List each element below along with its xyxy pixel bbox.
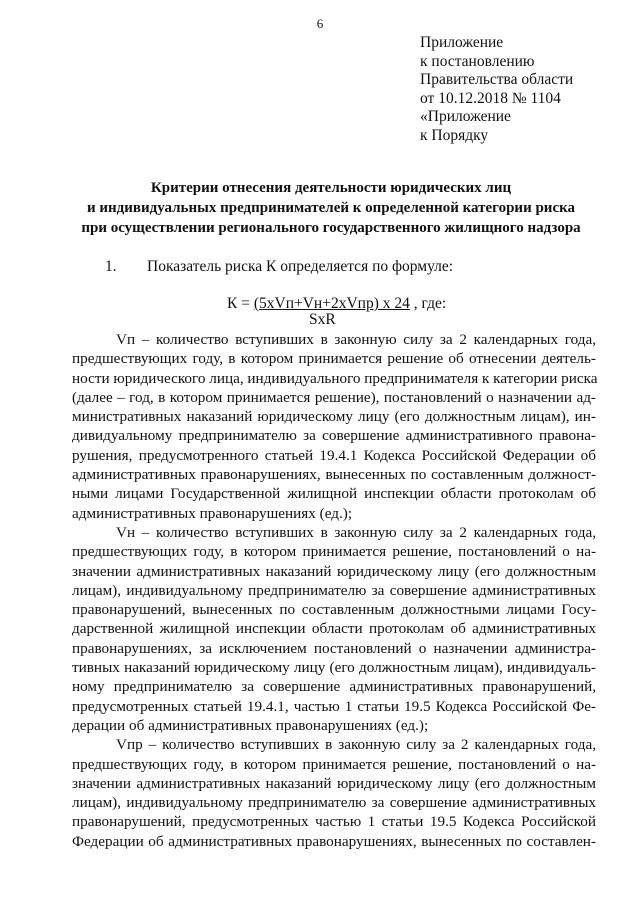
paragraph-line: административных правонарушениях (ед.); xyxy=(72,504,353,522)
paragraph-line: Федерации об административных правонарушениях, вынесенных по составлен- xyxy=(72,832,596,850)
paragraph-line: тивных наказаний юридическому лицу (его должностным лицам), индивидуаль- xyxy=(72,659,596,677)
appendix-line: к постановлению xyxy=(420,52,535,70)
paragraph-line: предшествующих году, в котором принимается решение, постановлений о на- xyxy=(72,543,596,561)
paragraph-line: Vн – количество вступивших в законную силу за 2 календарных года, xyxy=(116,523,596,541)
appendix-line: к Порядку xyxy=(420,126,489,144)
paragraph-line: значении административных наказаний юридическому лицу (его должностным xyxy=(72,562,596,580)
paragraph-line: лицам), индивидуальному предпринимателю за совершение административных xyxy=(72,794,596,812)
formula-denominator: SхR xyxy=(309,311,336,328)
title-line: и индивидуальных предпринимателей к определенной категории риска xyxy=(86,200,576,216)
appendix-line: «Приложение xyxy=(420,108,511,125)
list-item-1 xyxy=(105,258,453,276)
paragraph-line: Vпр – количество вступивших в законную силу за 2 календарных года, xyxy=(116,736,596,754)
paragraph-line: предусмотренных статьей 19.4.1, частью 1 статьи 19.5 Кодекса Российской Фе- xyxy=(72,697,596,715)
formula-numerator: (5хVп+Vн+2хVпр) х 24 xyxy=(253,295,410,312)
formula-prefix: К = xyxy=(227,295,254,312)
paragraph-line: правонарушений, предусмотренных частью 1 статьи 19.5 Кодекса Российской xyxy=(72,813,596,831)
paragraph-line: Vп – количество вступивших в законную силу за 2 календарных года, xyxy=(116,331,596,348)
paragraph-line: дерации об административных правонарушениях (ед.); xyxy=(72,716,429,734)
paragraph-line: предшествующих году, в котором принимается решение об отнесении деятель- xyxy=(72,350,596,368)
paragraph-line: значении административных наказаний юридическому лицу (его должностным xyxy=(72,774,596,792)
appendix-line: Приложение xyxy=(420,34,504,51)
formula-suffix: , где: xyxy=(409,295,447,312)
paragraph-line: административных правонарушениях, вынесенных по составленным должност- xyxy=(72,466,596,484)
body-text xyxy=(72,330,596,851)
page-number: 6 xyxy=(316,16,324,31)
formula xyxy=(227,295,446,313)
paragraph-line: правонарушениях, за исключением постановлений о назначении администра- xyxy=(72,639,596,657)
paragraph-line: рушения, предусмотренного статьей 19.4.1 Кодекса Российской Федерации об xyxy=(72,446,596,464)
paragraph-line: предшествующих году, в котором принимается решение, постановлений о на- xyxy=(72,755,596,773)
appendix-line: от 10.12.2018 № 1104 xyxy=(420,89,561,107)
paragraph-line: ными лицами Государственной жилищной инспекции области протоколам об xyxy=(72,485,596,503)
title-line: Критерии отнесения деятельности юридических лиц xyxy=(150,180,512,196)
paragraph-line: дивидуальному предпринимателю за совершение административного правона- xyxy=(72,427,596,445)
paragraph-line: ному предпринимателю за совершение административных правонарушений, xyxy=(72,678,596,696)
paragraph-line: министративных наказаний юридическому лицу (его должностным лицам), ин- xyxy=(72,408,596,426)
item-number: 1. xyxy=(105,258,117,275)
item-text: Показатель риска К определяется по формуле: xyxy=(147,258,454,275)
title-line: при осуществлении регионального государственного жилищного надзора xyxy=(81,220,581,236)
appendix-header xyxy=(420,34,630,145)
paragraph-line: дарственной жилищной инспекции области протоколам об административных xyxy=(72,620,596,638)
paragraph-line: лицам), индивидуальному предпринимателю за совершение административных xyxy=(72,581,596,599)
paragraph-line: (далее – год, в котором принимается решение), постановлений о назначении ад- xyxy=(72,388,596,406)
paragraph-line: правонарушений, вынесенных по составленным должностными лицами Госу- xyxy=(72,601,596,619)
appendix-line: Правительства области xyxy=(420,71,574,88)
paragraph-line: ности юридического лица, индивидуального предпринимателя к категории риска xyxy=(72,369,598,387)
document-title xyxy=(40,178,622,238)
